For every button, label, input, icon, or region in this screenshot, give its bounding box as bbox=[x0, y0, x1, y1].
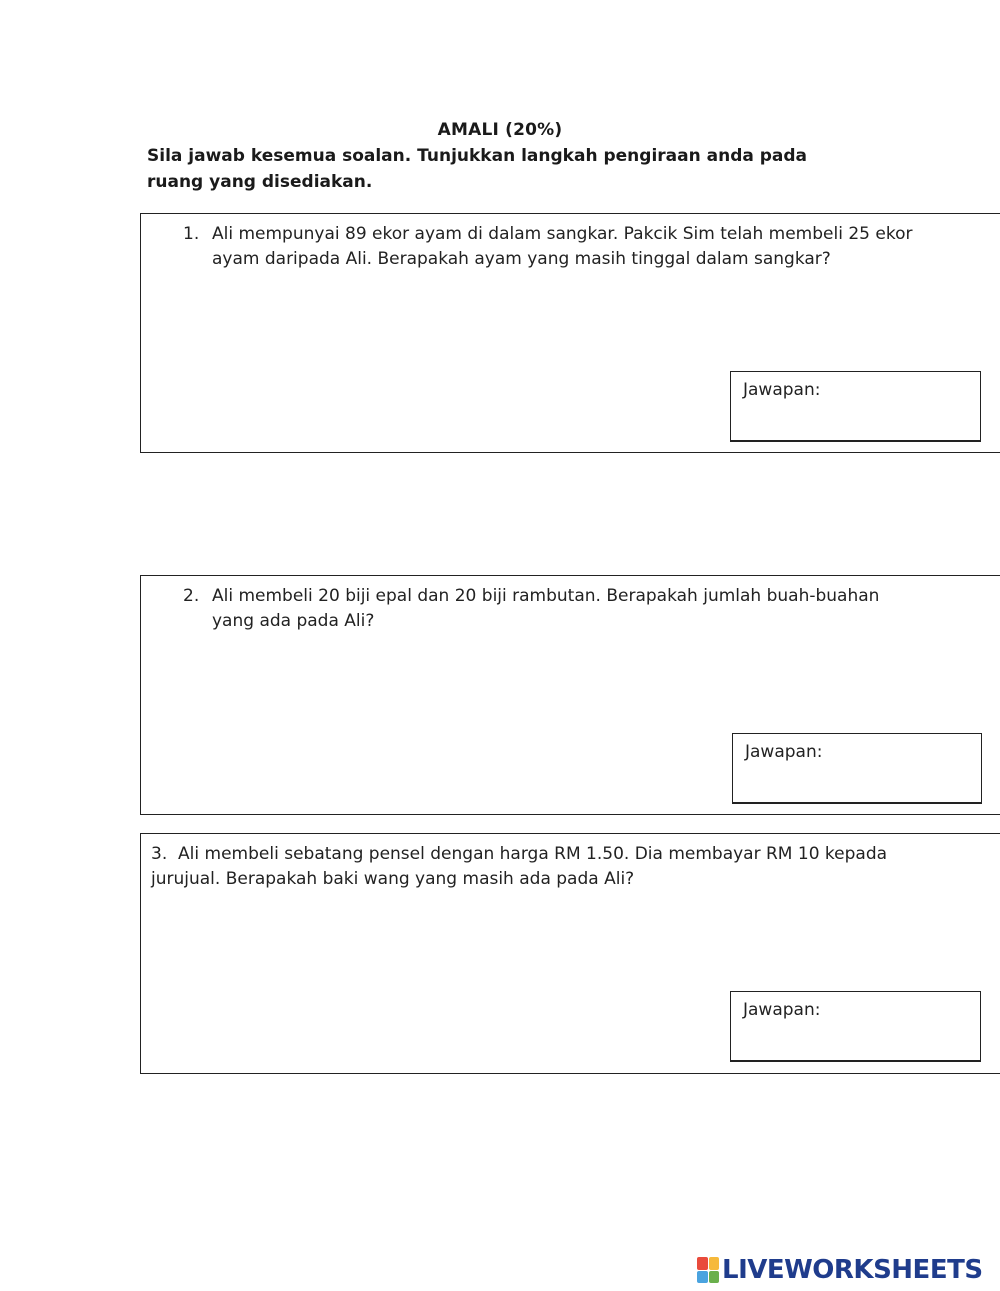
page-title: AMALI (20%) bbox=[437, 120, 563, 140]
question-number: 1. bbox=[183, 224, 200, 244]
question-text-line: yang ada pada Ali? bbox=[212, 611, 375, 631]
liveworksheets-logo bbox=[697, 1254, 983, 1286]
question-box-2 bbox=[140, 575, 1000, 815]
logo-icon bbox=[697, 1257, 719, 1283]
question-text-line: Ali membeli sebatang pensel dengan harga RM 1.50. Dia membayar RM 10 kepada bbox=[178, 844, 888, 864]
answer-box[interactable] bbox=[732, 733, 982, 804]
answer-label: Jawapan: bbox=[745, 742, 823, 762]
question-text-line: Ali membeli 20 biji epal dan 20 biji rambutan. Berapakah jumlah buah-buahan bbox=[212, 586, 880, 606]
question-number: 2. bbox=[183, 586, 200, 606]
question-box-1 bbox=[140, 213, 1000, 453]
question-number: 3. bbox=[151, 844, 168, 864]
question-text-line: ayam daripada Ali. Berapakah ayam yang masih tinggal dalam sangkar? bbox=[212, 249, 831, 269]
question-text-line: jurujual. Berapakah baki wang yang masih ada pada Ali? bbox=[151, 869, 635, 889]
answer-label: Jawapan: bbox=[743, 380, 821, 400]
question-text-line: Ali mempunyai 89 ekor ayam di dalam sangkar. Pakcik Sim telah membeli 25 ekor bbox=[212, 224, 913, 244]
instructions: Sila jawab kesemua soalan. Tunjukkan langkah pengiraan anda pada ruang yang disediakan. bbox=[147, 146, 808, 192]
logo-text: LIVEWORKSHEETS bbox=[722, 1255, 983, 1285]
question-box-3 bbox=[140, 833, 1000, 1074]
answer-box[interactable] bbox=[730, 991, 981, 1062]
answer-label: Jawapan: bbox=[743, 1000, 821, 1020]
answer-box[interactable] bbox=[730, 371, 981, 442]
